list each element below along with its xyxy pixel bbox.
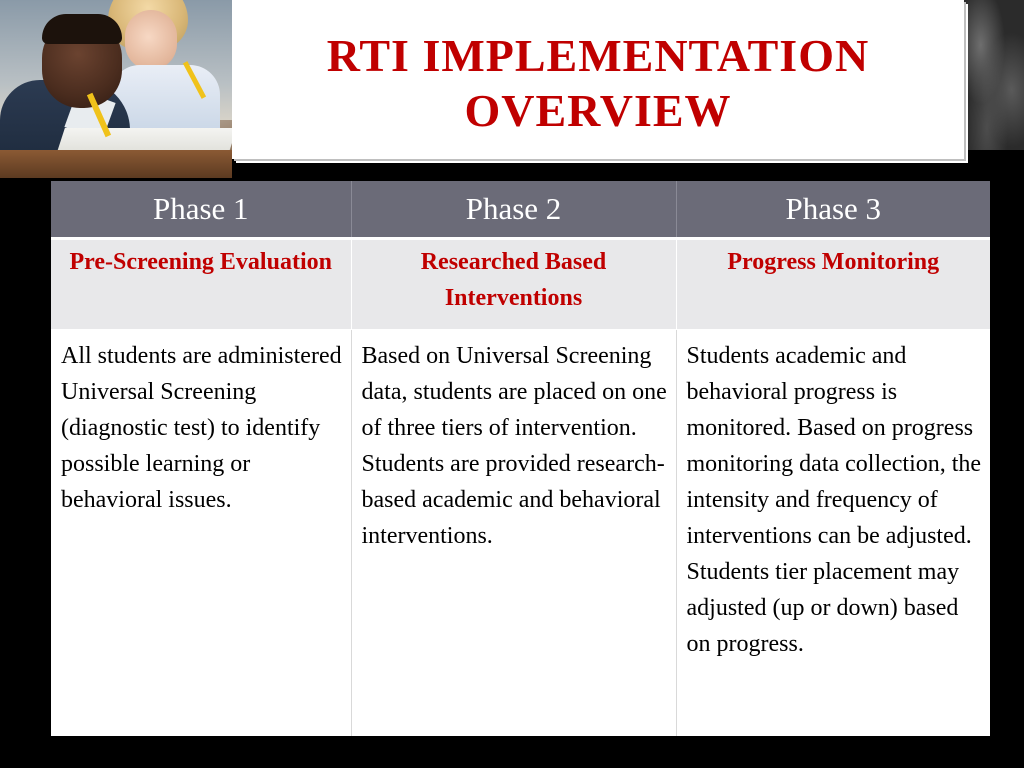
table-header-row <box>51 181 990 239</box>
description-phase-3: Students academic and behavioral progress is monitored. Based on progress monitoring data collection, the intensity and frequency of interventions can be adjusted. Students tier placement may adjusted (up or down) based on progress. <box>676 330 990 737</box>
students-writing-photo <box>0 0 232 178</box>
table-description-row <box>51 330 990 737</box>
slide-title: RTI IMPLEMENTATION OVERVIEW <box>326 29 870 136</box>
header-phase-3: Phase 3 <box>676 181 990 239</box>
subheader-phase-3: Progress Monitoring <box>676 239 990 330</box>
photo-girl-face <box>125 10 177 70</box>
subheader-phase-1: Pre-Screening Evaluation <box>51 239 351 330</box>
header-phase-1: Phase 1 <box>51 181 351 239</box>
subheader-phase-2: Researched Based Interventions <box>351 239 676 330</box>
damask-decoration <box>962 0 1024 150</box>
photo-boy-hair <box>42 14 122 44</box>
table-subheader-row <box>51 239 990 330</box>
description-phase-2: Based on Universal Screening data, students are placed on one of three tiers of intervention. Students are provided research-based academic and behavioral interventions. <box>351 330 676 737</box>
rti-phases-table <box>51 181 990 736</box>
header-phase-2: Phase 2 <box>351 181 676 239</box>
description-phase-1: All students are administered Universal Screening (diagnostic test) to identify possible learning or behavioral issues. <box>51 330 351 737</box>
photo-desk <box>0 150 232 178</box>
title-box <box>232 0 964 159</box>
